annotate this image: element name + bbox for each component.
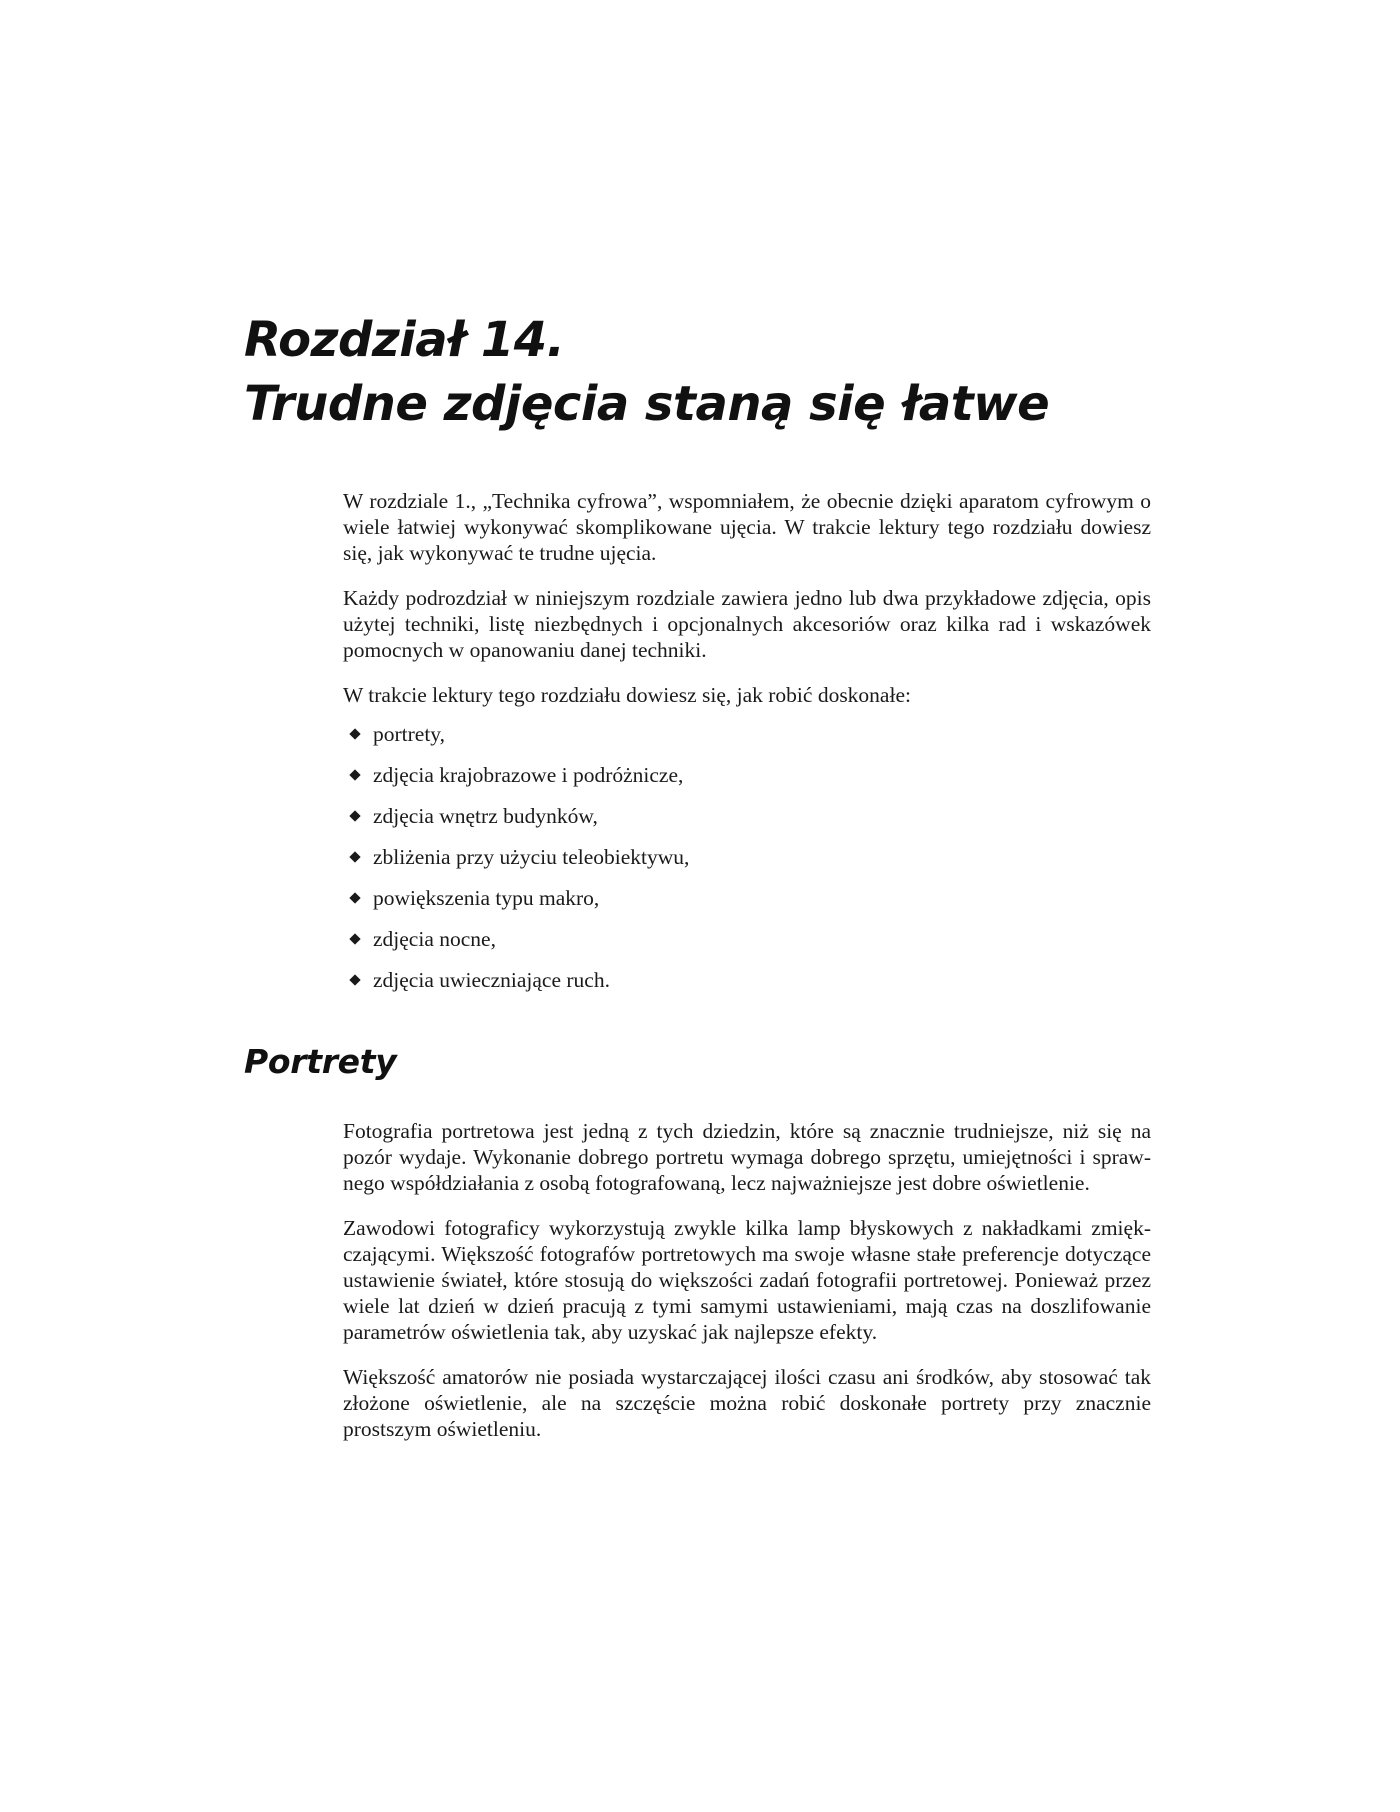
chapter-intro [343, 488, 1151, 1008]
list-item [343, 885, 1151, 926]
list-item [343, 721, 1151, 762]
diamond-bullet-icon [349, 810, 360, 821]
list-item [343, 762, 1151, 803]
list-item-text: powiększenia typu makro, [373, 886, 600, 910]
section-body [343, 1118, 1151, 1461]
list-item-text: zdjęcia krajobrazowe i podróżnicze, [373, 763, 684, 787]
chapter-title [244, 308, 1049, 436]
chapter-name: Trudne zdjęcia staną się łatwe [244, 376, 1050, 432]
list-item-text: zdjęcia nocne, [373, 927, 496, 951]
diamond-bullet-icon [349, 892, 360, 903]
section-heading: Portrety [244, 1042, 397, 1081]
list-item-text: zdjęcia wnętrz budynków, [373, 804, 598, 828]
section-paragraph: Fotografia portretowa jest jedną z tych dziedzin, które są znacznie trudniejsze, niż się na pozór wydaje. Wykonanie dobrego portretu wymaga dobrego sprzętu, umiejętności i sprawnego współdziałania z osobą fotografowaną, lecz najważniejsze jest dobre oświetlenie. [343, 1119, 1151, 1195]
diamond-bullet-icon [349, 933, 360, 944]
section-paragraph: Większość amatorów nie posiada wystarczającej ilości czasu ani środków, aby stosować tak złożone oświetlenie, ale na szczęście można robić doskonałe portrety przy znacznie prostszym oświetleniu. [343, 1365, 1151, 1441]
diamond-bullet-icon [349, 974, 360, 985]
chapter-number: Rozdział 14. [244, 312, 565, 368]
diamond-bullet-icon [349, 851, 360, 862]
list-item-text: zbliżenia przy użyciu teleobiektywu, [373, 845, 690, 869]
list-item [343, 803, 1151, 844]
diamond-bullet-icon [349, 728, 360, 739]
list-lead: W trakcie lektury tego rozdziału dowiesz się, jak robić doskonałe: [343, 683, 911, 707]
intro-paragraph: Każdy podrozdział w niniejszym rozdziale zawiera jedno lub dwa przykładowe zdjęcia, opis użytej techniki, listę niezbędnych i opcjonalnych akcesoriów oraz kilka rad i wskazówek pomocnych w opanowaniu danej techniki. [343, 586, 1151, 662]
list-item-text: portrety, [373, 722, 446, 746]
diamond-bullet-icon [349, 769, 360, 780]
list-item [343, 967, 1151, 1008]
topic-list [343, 721, 1151, 1008]
list-item-text: zdjęcia uwieczniające ruch. [373, 968, 610, 992]
intro-paragraph: W rozdziale 1., „Technika cyfrowa”, wspomniałem, że obecnie dzięki aparatom cyfrowym o wiele łatwiej wykonywać skomplikowane ujęcia. W trakcie lektury tego rozdziału dowiesz się, jak wykonywać te trudne ujęcia. [343, 489, 1151, 565]
list-item [343, 844, 1151, 885]
section-paragraph: Zawodowi fotograficy wykorzystują zwykle kilka lamp błyskowych z nakładkami zmiękczającymi. Większość fotografów portretowych ma swoje własne stałe preferencje dotyczące ustawienie świateł, które stosują do większości zadań fotografii portretowej. Ponieważ przez wiele lat dzień w dzień pracują z tymi samymi ustawieniami, mają czas na doszlifowanie parametrów oświetlenia tak, aby uzyskać jak najlepsze efekty. [343, 1216, 1151, 1344]
list-item [343, 926, 1151, 967]
